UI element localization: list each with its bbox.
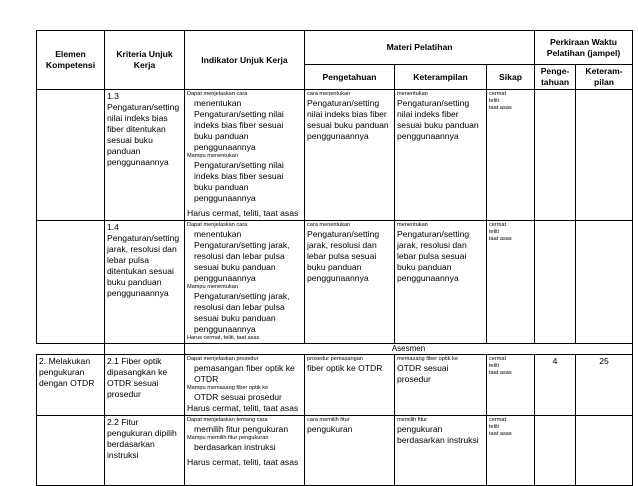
sikap-2: teliti [489, 98, 499, 104]
sikap-2: teliti [489, 363, 499, 369]
indikator-cell [185, 355, 305, 416]
indikator-3-text: Harus cermat, teliti, taat asas [187, 457, 299, 467]
header-keteram-pilan: Keteram-pilan [576, 65, 633, 90]
sikap-1: cermat [489, 417, 507, 423]
indikator-cell [185, 90, 305, 221]
header-row-1 [37, 31, 633, 65]
jp-keterampilan: 25 [576, 355, 633, 416]
row-1-4 [37, 221, 633, 344]
kuk-number: 1.4 [107, 222, 119, 232]
header-indikator: Indikator Unjuk Kerja [185, 31, 305, 90]
pengetahuan-text: Pengaturan/setting jarak, resolusi dan lebar pulsa sesuai buku panduan penggunaannya [307, 229, 380, 283]
header-materi: Materi Pelatihan [305, 31, 535, 65]
sikap-3: taat asas [489, 370, 512, 376]
asesmen-label: Asesmen [185, 344, 633, 355]
elemen-cell-empty [37, 90, 105, 221]
keterampilan-cell [395, 355, 487, 416]
indikator-cell [185, 221, 305, 344]
indikator-2-small: Mampu menentukan [187, 284, 238, 290]
asesmen-row [37, 344, 633, 355]
sikap-3: taat asas [489, 431, 512, 437]
pengetahuan-small: cara menentukan [307, 91, 351, 97]
row-1-3 [37, 90, 633, 221]
indikator-1-text: menentukan Pengaturan/setting nilai indeks bias fiber sesuai buku panduan penggunaannya [194, 98, 284, 152]
keterampilan-text: Pengaturan/setting jarak, resolusi dan lebar pulsa sesuai buku panduan penggunaannya [397, 229, 470, 283]
indikator-1-small: Dapat menjelaskan prosedur [187, 356, 259, 362]
header-sikap: Sikap [487, 65, 535, 90]
kuk-text: Fiber optik dipasangkan ke OTDR sesuai prosedur [107, 356, 168, 399]
indikator-2-text: OTDR sesuai prosedur [194, 392, 282, 402]
sikap-cell [487, 221, 535, 344]
kuk-number: 1.3 [107, 91, 119, 101]
pengetahuan-small: cara menentukan [307, 222, 351, 228]
kuk-text: Pengaturan/setting jarak, resolusi dan lebar pulsa ditentukan sesuai buku panduan penggunaannya [107, 233, 180, 298]
header-pengetahuan: Pengetahuan [305, 65, 395, 90]
kuk-cell [105, 90, 185, 221]
elemen-text: Melakukan pengukuran dengan OTDR [39, 356, 95, 388]
header-keterampilan: Keterampilan [395, 65, 487, 90]
pengetahuan-cell [305, 90, 395, 221]
asesmen-blank-1 [37, 344, 105, 355]
pengetahuan-cell [305, 355, 395, 416]
jp-pengetahuan-empty [535, 221, 576, 344]
jp-keterampilan-empty [576, 90, 633, 221]
row-2-1 [37, 355, 633, 416]
indikator-3-text: Harus cermat, teliti, taat asas [187, 403, 299, 413]
header-perkiraan: Perkiraan Waktu Pelatihan (jampel) [535, 31, 633, 65]
indikator-3-text: Harus cermat, teliti, taat asas [187, 208, 299, 218]
indikator-2-text: Pengaturan/setting nilai indeks bias fiber sesuai buku panduan penggunaannya [194, 160, 284, 203]
sikap-1: cermat [489, 356, 507, 362]
jp-pengetahuan: 4 [535, 355, 576, 416]
elemen-cell [37, 355, 105, 416]
sikap-1: cermat [489, 91, 507, 97]
sikap-1: cermat [489, 222, 507, 228]
kuk-cell [105, 221, 185, 344]
elemen-cell-empty [37, 221, 105, 344]
indikator-1-small: Dapat menjelaskan cara [187, 91, 248, 97]
kuk-number: 2.1 [107, 356, 119, 366]
kuk-number: 2.2 [107, 417, 119, 427]
keterampilan-small: menentukan [397, 91, 428, 97]
indikator-1-text: menentukan Pengaturan/setting jarak, resolusi dan lebar pulsa sesuai buku panduan penggunaannya [194, 229, 290, 283]
sikap-cell [487, 90, 535, 221]
indikator-1-small: Dapat menjelaskan cara [187, 222, 248, 228]
indikator-2-text: berdasarkan instruksi [194, 442, 276, 452]
pengetahuan-cell [305, 221, 395, 344]
keterampilan-text: pengukuran berdasarkan instruksi [397, 424, 479, 445]
pengetahuan-small: cara memilih fitur [307, 417, 350, 423]
pengetahuan-small: prosedur pemasangan [307, 356, 363, 362]
asesmen-blank-2 [105, 344, 185, 355]
kuk-text: Fitur pengukuran dipilih berdasarkan instruksi [107, 417, 177, 460]
pengetahuan-text: Pengaturan/setting nilai indeks bias fiber sesuai buku panduan penggunaannya [307, 98, 389, 141]
indikator-2-small: Mampu menentukan [187, 153, 238, 159]
indikator-2-small: Mampu memasang fiber optik ke [187, 385, 269, 391]
indikator-3-small: Harus cermat, teliti, taat asas [187, 335, 260, 341]
keterampilan-cell [395, 90, 487, 221]
keterampilan-small: menentukan [397, 222, 428, 228]
keterampilan-text: OTDR sesuai prosedur [397, 363, 449, 384]
sikap-3: taat asas [489, 236, 512, 242]
sikap-2: teliti [489, 229, 499, 235]
sikap-2: teliti [489, 424, 499, 430]
keterampilan-small: memilih fitur [397, 417, 428, 423]
kuk-text: Pengaturan/setting nilai indeks bias fiber ditentukan sesuai buku panduan penggunaannya [107, 102, 180, 167]
pengetahuan-text: pengukuran [307, 424, 353, 434]
indikator-1-text: pemasangan fiber optik ke OTDR [194, 363, 295, 384]
header-elemen: Elemen Kompetensi [37, 31, 105, 90]
sikap-3: taat asas [489, 105, 512, 111]
pengetahuan-text: fiber optik ke OTDR [307, 363, 383, 373]
indikator-1-text: memilih fitur pengukuran [194, 424, 289, 434]
header-penge-tahuan: Penge-tahuan [535, 65, 576, 90]
kuk-cell [105, 355, 185, 416]
elemen-number: 2. [39, 356, 47, 366]
header-kriteria: Kriteria Unjuk Kerja [105, 31, 185, 90]
indikator-2-text: Pengaturan/setting jarak, resolusi dan lebar pulsa sesuai buku panduan penggunaannya [194, 291, 290, 334]
indikator-2-small: Mampu memilih fitur pengukuran [187, 435, 269, 441]
indikator-1-small: Dapat menjelaskan tentang cara [187, 417, 268, 423]
jp-keterampilan-empty [576, 221, 633, 344]
keterampilan-small: memasang fiber optik ke [397, 356, 458, 362]
jp-pengetahuan-empty [535, 90, 576, 221]
keterampilan-text: Pengaturan/setting nilai indeks fiber sesuai buku panduan penggunaannya [397, 98, 479, 141]
training-table [36, 30, 633, 486]
keterampilan-cell [395, 221, 487, 344]
sikap-cell [487, 355, 535, 416]
